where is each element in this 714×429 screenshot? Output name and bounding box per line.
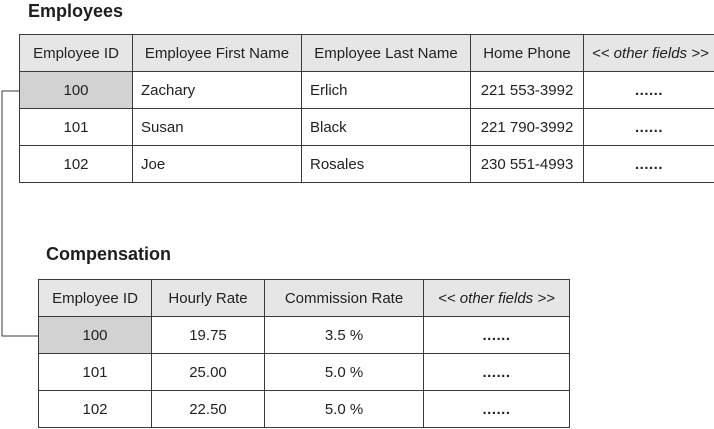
table-row — [20, 146, 714, 183]
employee-id-cell: 102 — [39, 391, 152, 428]
compensation-col-other-fields: << other fields >> — [424, 280, 570, 317]
employees-col-employee-id: Employee ID — [20, 35, 133, 72]
table-row — [20, 109, 714, 146]
compensation-table — [38, 279, 570, 428]
other-fields-cell: ...... — [424, 317, 570, 354]
employees-table — [19, 34, 714, 183]
other-fields-cell: ...... — [584, 109, 714, 146]
employee-id-cell-highlighted: 100 — [39, 317, 152, 354]
home-phone-cell: 221 553-3992 — [471, 72, 584, 109]
other-fields-cell: ...... — [584, 72, 714, 109]
first-name-cell: Zachary — [133, 72, 302, 109]
home-phone-cell: 221 790-3992 — [471, 109, 584, 146]
commission-rate-cell: 5.0 % — [265, 354, 424, 391]
employee-id-cell: 101 — [39, 354, 152, 391]
employees-col-home-phone: Home Phone — [471, 35, 584, 72]
employees-header-row — [20, 35, 714, 72]
employees-col-other-fields: << other fields >> — [584, 35, 714, 72]
other-fields-cell: ...... — [424, 354, 570, 391]
home-phone-cell: 230 551-4993 — [471, 146, 584, 183]
employees-table-title: Employees — [28, 1, 124, 21]
other-fields-cell: ...... — [584, 146, 714, 183]
compensation-col-employee-id: Employee ID — [39, 280, 152, 317]
last-name-cell: Rosales — [302, 146, 471, 183]
first-name-cell: Joe — [133, 146, 302, 183]
hourly-rate-cell: 19.75 — [152, 317, 265, 354]
commission-rate-cell: 5.0 % — [265, 391, 424, 428]
employee-id-cell: 101 — [20, 109, 133, 146]
compensation-col-hourly-rate: Hourly Rate — [152, 280, 265, 317]
hourly-rate-cell: 22.50 — [152, 391, 265, 428]
table-row — [20, 72, 714, 109]
employee-id-cell: 102 — [20, 146, 133, 183]
table-row — [39, 391, 570, 428]
table-row — [39, 354, 570, 391]
employees-col-last-name: Employee Last Name — [302, 35, 471, 72]
last-name-cell: Erlich — [302, 72, 471, 109]
compensation-header-row — [39, 280, 570, 317]
compensation-table-title: Compensation — [46, 244, 172, 264]
compensation-col-commission-rate: Commission Rate — [265, 280, 424, 317]
table-row — [39, 317, 570, 354]
employee-id-cell-highlighted: 100 — [20, 72, 133, 109]
first-name-cell: Susan — [133, 109, 302, 146]
last-name-cell: Black — [302, 109, 471, 146]
employees-col-first-name: Employee First Name — [133, 35, 302, 72]
hourly-rate-cell: 25.00 — [152, 354, 265, 391]
commission-rate-cell: 3.5 % — [265, 317, 424, 354]
other-fields-cell: ...... — [424, 391, 570, 428]
